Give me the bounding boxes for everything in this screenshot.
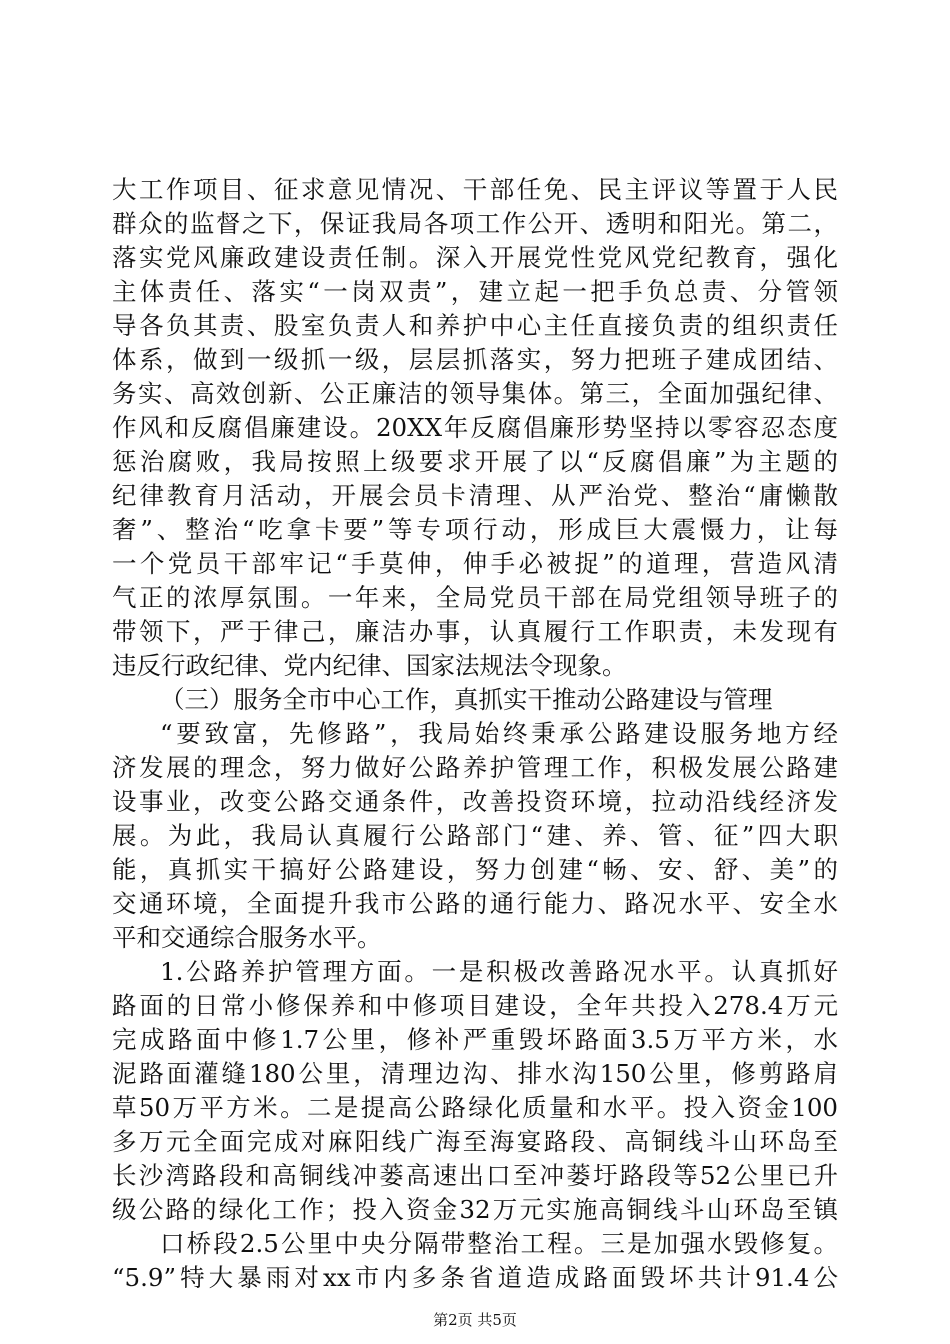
paragraph-line: 奢”、整治“吃拿卡要”等专项行动，形成巨大震慑力，让每 bbox=[112, 515, 838, 544]
paragraph-line: 群众的监督之下，保证我局各项工作公开、透明和阳光。第二， bbox=[112, 209, 838, 238]
paragraph-line: 多万元全面完成对麻阳线广海至海宴路段、高铜线斗山环岛至 bbox=[112, 1127, 838, 1156]
page-number-footer: 第2页 共5页 bbox=[433, 1311, 517, 1329]
paragraph-line: 完成路面中修1.7公里，修补严重毁坏路面3.5万平方米，水 bbox=[112, 1025, 838, 1054]
paragraph-line: 级公路的绿化工作；投入资金32万元实施高铜线斗山环岛至镇 bbox=[112, 1195, 838, 1224]
paragraph-line: 落实党风廉政建设责任制。深入开展党性党风党纪教育，强化 bbox=[112, 243, 838, 272]
paragraph-line: 口桥段2.5公里中央分隔带整治工程。三是加强水毁修复。 bbox=[160, 1229, 838, 1258]
paragraph-line: 交通环境，全面提升我市公路的通行能力、路况水平、安全水 bbox=[112, 889, 838, 918]
paragraph-line: 1.公路养护管理方面。一是积极改善路况水平。认真抓好 bbox=[160, 957, 838, 986]
paragraph-line: 务实、高效创新、公正廉洁的领导集体。第三，全面加强纪律、 bbox=[112, 379, 838, 408]
paragraph-line: 气正的浓厚氛围。一年来，全局党员干部在局党组领导班子的 bbox=[112, 583, 838, 612]
paragraph-line: 平和交通综合服务水平。 bbox=[112, 923, 382, 952]
paragraph-line: 作风和反腐倡廉建设。20XX年反腐倡廉形势坚持以零容忍态度 bbox=[112, 413, 838, 442]
paragraph-line: 大工作项目、征求意见情况、干部任免、民主评议等置于人民 bbox=[112, 175, 838, 204]
paragraph-line: “5.9”特大暴雨对xx市内多条省道造成路面毁坏共计91.4公 bbox=[112, 1263, 838, 1292]
paragraph-line: 济发展的理念，努力做好公路养护管理工作，积极发展公路建 bbox=[112, 753, 838, 782]
paragraph-line: 违反行政纪律、党内纪律、国家法规法令现象。 bbox=[112, 651, 627, 680]
paragraph-line: 长沙湾路段和高铜线冲蒌高速出口至冲蒌圩路段等52公里已升 bbox=[112, 1161, 838, 1190]
paragraph-line: 体系，做到一级抓一级，层层抓落实，努力把班子建成团结、 bbox=[112, 345, 838, 374]
paragraph-line: 惩治腐败，我局按照上级要求开展了以“反腐倡廉”为主题的 bbox=[112, 447, 838, 476]
paragraph-line: 导各负其责、股室负责人和养护中心主任直接负责的组织责任 bbox=[112, 311, 838, 340]
section-heading: （三）服务全市中心工作，真抓实干推动公路建设与管理 bbox=[160, 685, 773, 714]
paragraph-line: 展。为此，我局认真履行公路部门“建、养、管、征”四大职 bbox=[112, 821, 838, 850]
paragraph-line: 设事业，改变公路交通条件，改善投资环境，拉动沿线经济发 bbox=[112, 787, 838, 816]
paragraph-line: 主体责任、落实“一岗双责”，建立起一把手负总责、分管领 bbox=[112, 277, 838, 306]
paragraph-line: 一个党员干部牢记“手莫伸，伸手必被捉”的道理，营造风清 bbox=[112, 549, 838, 578]
paragraph-line: 纪律教育月活动，开展会员卡清理、从严治党、整治“庸懒散 bbox=[112, 481, 838, 510]
paragraph-line: 路面的日常小修保养和中修项目建设，全年共投入278.4万元 bbox=[112, 991, 838, 1020]
paragraph-line: 泥路面灌缝180公里，清理边沟、排水沟150公里，修剪路肩 bbox=[112, 1059, 838, 1088]
paragraph-line: 草50万平方米。二是提高公路绿化质量和水平。投入资金100 bbox=[112, 1093, 838, 1122]
paragraph-line: 带领下，严于律己，廉洁办事，认真履行工作职责，未发现有 bbox=[112, 617, 838, 646]
paragraph-line: “要致富，先修路”，我局始终秉承公路建设服务地方经 bbox=[160, 719, 838, 748]
paragraph-line: 能，真抓实干搞好公路建设，努力创建“畅、安、舒、美”的 bbox=[112, 855, 838, 884]
